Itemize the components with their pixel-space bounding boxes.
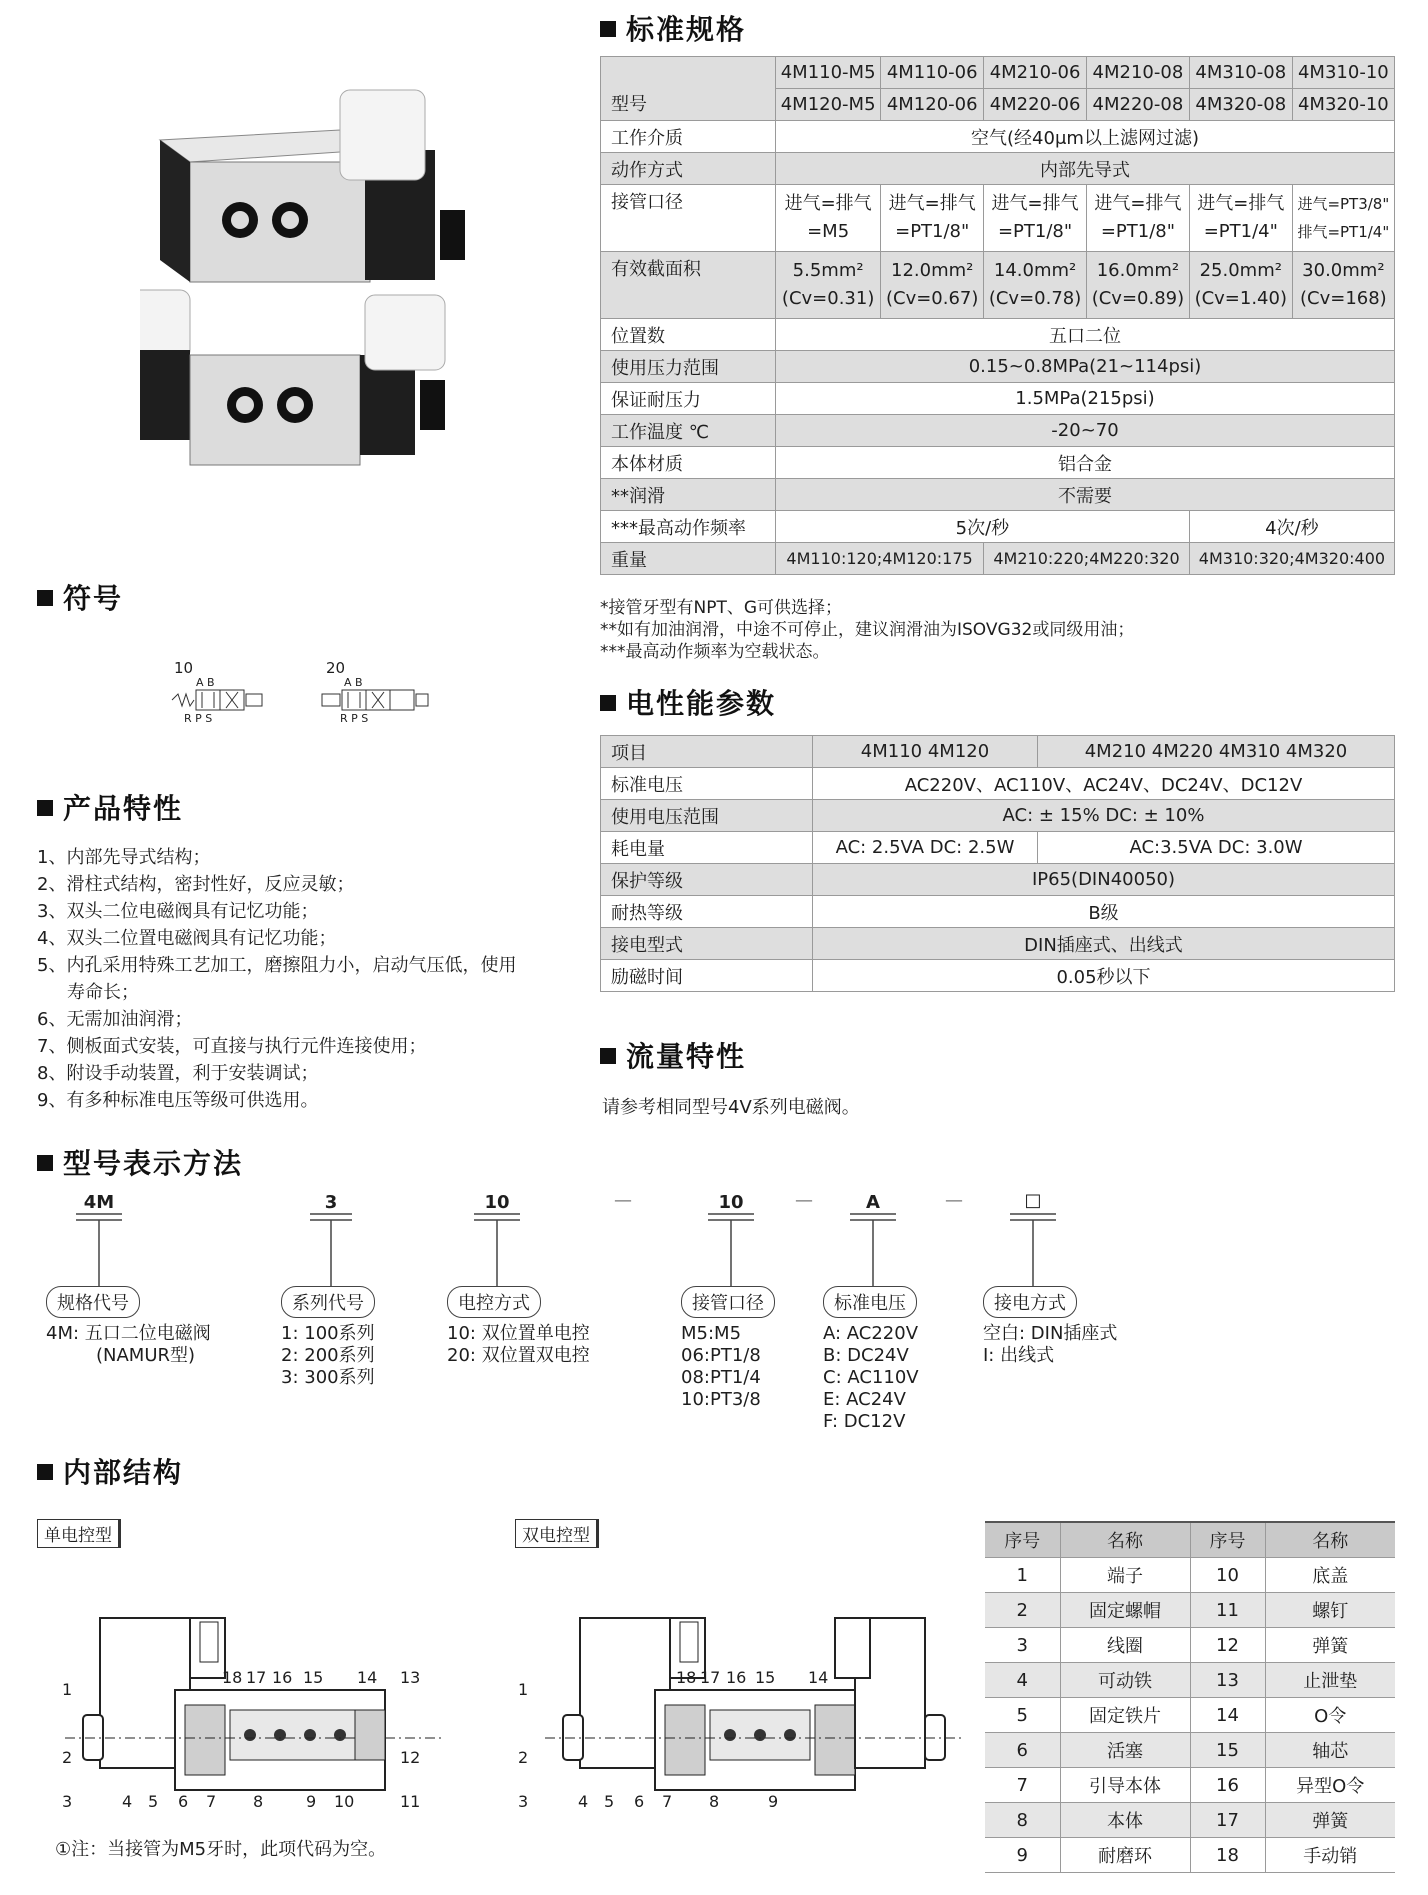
spec-value: 4次/秒 <box>1189 511 1394 543</box>
spec-label: 重量 <box>601 543 776 575</box>
parts-cell: 18 <box>1190 1838 1265 1873</box>
spec-notes: *接管牙型有NPT、G可供选择； **如有加油润滑，中途不可停止，建议润滑油为ISOVG32或同级用油； ***最高动作频率为空载状态。 <box>600 598 1135 662</box>
elec-header: 4M210 4M220 4M310 4M320 <box>1038 736 1395 768</box>
parts-cell: 10 <box>1190 1558 1265 1593</box>
callout-number: 4 <box>122 1792 133 1811</box>
port-cell: 进气=PT3/8" 排气=PT1/4" <box>1292 185 1394 252</box>
symbol-10-label: 10 <box>174 659 194 677</box>
spec-label: 保证耐压力 <box>601 383 776 415</box>
parts-cell: 固定铁片 <box>1060 1698 1190 1733</box>
callout-number: 8 <box>709 1792 720 1811</box>
electric-title: 电性能参数 <box>600 682 776 722</box>
spec-value: 5次/秒 <box>776 511 1190 543</box>
code-desc: 1: 100系列 2: 200系列 3: 300系列 <box>281 1323 375 1388</box>
callout-number: 15 <box>303 1668 324 1687</box>
parts-cell: 5 <box>985 1698 1060 1733</box>
parts-table <box>985 1521 1395 1873</box>
elec-value: AC220V、AC110V、AC24V、DC24V、DC12V <box>813 768 1395 800</box>
callout-number: 11 <box>400 1792 421 1811</box>
port-cell: 进气=排气 =PT1/4" <box>1189 185 1292 252</box>
spec-label: **润滑 <box>601 479 776 511</box>
callout-number: 16 <box>726 1668 747 1687</box>
feature-item: 4、双头二位置电磁阀具有记忆功能； <box>37 928 337 949</box>
code-dash: — <box>945 1190 963 1211</box>
code-label-pill: 接电方式 <box>983 1286 1077 1318</box>
model-cell: 4M210-08 <box>1087 57 1190 89</box>
feature-item: 7、侧板面式安装，可直接与执行元件连接使用； <box>37 1036 427 1057</box>
port-cell: 进气=排气 =PT1/8" <box>881 185 984 252</box>
feature-item: 1、内部先导式结构； <box>37 847 211 868</box>
spec-value: 五口二位 <box>776 319 1395 351</box>
parts-cell: 12 <box>1190 1628 1265 1663</box>
callout-number: 16 <box>272 1668 293 1687</box>
callout-number: 2 <box>518 1748 529 1767</box>
parts-cell: 15 <box>1190 1733 1265 1768</box>
callout-number: 14 <box>357 1668 378 1687</box>
code-label-pill: 系列代号 <box>281 1286 375 1318</box>
spec-table <box>600 56 1395 575</box>
parts-cell: 8 <box>985 1803 1060 1838</box>
parts-header: 序号 <box>985 1522 1060 1558</box>
model-label: 型号 <box>601 57 776 121</box>
callout-number: 13 <box>400 1668 421 1687</box>
callout-number: 2 <box>62 1748 73 1767</box>
spec-value: 0.15~0.8MPa(21~114psi) <box>776 351 1395 383</box>
symbol-double-ports-bottom: R P S <box>340 712 369 725</box>
feature-item: 8、附设手动装置，利于安装调试； <box>37 1063 319 1084</box>
spec-value: 内部先导式 <box>776 153 1395 185</box>
flow-text: 请参考相同型号4V系列电磁阀。 <box>602 1097 860 1118</box>
model-cell: 4M120-06 <box>881 89 984 121</box>
code-desc: 空白: DIN插座式 I: 出线式 <box>983 1323 1118 1366</box>
spec-value: 不需要 <box>776 479 1395 511</box>
port-cell: 进气=排气 =PT1/8" <box>1087 185 1190 252</box>
parts-cell: 手动销 <box>1265 1838 1395 1873</box>
callout-number: 7 <box>662 1792 673 1811</box>
callout-number: 1 <box>62 1680 73 1699</box>
area-cell: 5.5mm² (Cv=0.31) <box>776 252 881 319</box>
parts-cell: 7 <box>985 1768 1060 1803</box>
model-cell: 4M320-08 <box>1189 89 1292 121</box>
symbol-single-ports-top: A B <box>196 676 215 689</box>
parts-cell: 13 <box>1190 1663 1265 1698</box>
elec-value: AC:3.5VA DC: 3.0W <box>1038 832 1395 864</box>
elec-label: 项目 <box>601 736 813 768</box>
callout-number: 9 <box>306 1792 317 1811</box>
code-label-pill: 规格代号 <box>46 1286 140 1318</box>
parts-cell: 11 <box>1190 1593 1265 1628</box>
double-type-label: 双电控型 <box>515 1519 599 1548</box>
elec-label: 励磁时间 <box>601 960 813 992</box>
single-type-label: 单电控型 <box>37 1519 121 1548</box>
flow-title: 流量特性 <box>600 1035 746 1075</box>
code-desc: 4M: 五口二位电磁阀 (NAMUR型) <box>46 1323 211 1366</box>
parts-cell: 本体 <box>1060 1803 1190 1838</box>
double-structure-drawing <box>535 1610 975 1810</box>
parts-cell: 弹簧 <box>1265 1628 1395 1663</box>
symbol-single-ports-bottom: R P S <box>184 712 213 725</box>
parts-cell: 轴芯 <box>1265 1733 1395 1768</box>
spec-value: 4M310:320;4M320:400 <box>1189 543 1394 575</box>
callout-number: 10 <box>334 1792 355 1811</box>
spec-value: 铝合金 <box>776 447 1395 479</box>
parts-cell: 固定螺帽 <box>1060 1593 1190 1628</box>
area-cell: 12.0mm² (Cv=0.67) <box>881 252 984 319</box>
elec-label: 耐热等级 <box>601 896 813 928</box>
parts-cell: 1 <box>985 1558 1060 1593</box>
parts-cell: 底盖 <box>1265 1558 1395 1593</box>
callout-number: 18 <box>222 1668 243 1687</box>
elec-header: 4M110 4M120 <box>813 736 1038 768</box>
code-label-pill: 电控方式 <box>447 1286 541 1318</box>
parts-cell: 6 <box>985 1733 1060 1768</box>
single-solenoid-valve-photo <box>160 90 465 282</box>
elec-label: 耗电量 <box>601 832 813 864</box>
callout-number: 8 <box>253 1792 264 1811</box>
electric-table <box>600 735 1395 992</box>
feature-item: 3、双头二位电磁阀具有记忆功能； <box>37 901 319 922</box>
callout-number: 9 <box>768 1792 779 1811</box>
code-segment: 3 <box>324 1192 338 1213</box>
parts-cell: 端子 <box>1060 1558 1190 1593</box>
parts-cell: 线圈 <box>1060 1628 1190 1663</box>
symbol-double-ports-top: A B <box>344 676 363 689</box>
elec-label: 标准电压 <box>601 768 813 800</box>
callout-number: 17 <box>246 1668 267 1687</box>
callout-number: 18 <box>676 1668 697 1687</box>
model-cell: 4M120-M5 <box>776 89 881 121</box>
model-cell: 4M310-08 <box>1189 57 1292 89</box>
model-cell: 4M220-06 <box>984 89 1087 121</box>
spec-label: 有效截面积 <box>601 252 776 319</box>
elec-label: 保护等级 <box>601 864 813 896</box>
spec-title: 标准规格 <box>600 8 746 48</box>
model-cell: 4M220-08 <box>1087 89 1190 121</box>
callout-number: 3 <box>518 1792 529 1811</box>
elec-value: B级 <box>813 896 1395 928</box>
spec-label: 本体材质 <box>601 447 776 479</box>
callout-number: 4 <box>578 1792 589 1811</box>
features-list <box>37 844 516 1114</box>
internal-title: 内部结构 <box>37 1451 183 1491</box>
code-segment: □ <box>1024 1190 1042 1211</box>
spec-value: 1.5MPa(215psi) <box>776 383 1395 415</box>
parts-cell: O令 <box>1265 1698 1395 1733</box>
elec-value: 0.05秒以下 <box>813 960 1395 992</box>
callout-number: 5 <box>604 1792 615 1811</box>
parts-cell: 17 <box>1190 1803 1265 1838</box>
callout-number: 15 <box>755 1668 776 1687</box>
callout-number: 7 <box>206 1792 217 1811</box>
elec-label: 接电型式 <box>601 928 813 960</box>
spec-value: -20~70 <box>776 415 1395 447</box>
area-cell: 25.0mm² (Cv=1.40) <box>1189 252 1292 319</box>
parts-cell: 可动铁 <box>1060 1663 1190 1698</box>
feature-item: 6、无需加油润滑； <box>37 1009 193 1030</box>
spec-value: 4M110:120;4M120:175 <box>776 543 984 575</box>
code-label-pill: 标准电压 <box>823 1286 917 1318</box>
symbol-20-label: 20 <box>326 659 346 677</box>
area-cell: 30.0mm² (Cv=168) <box>1292 252 1394 319</box>
callout-number: 14 <box>808 1668 829 1687</box>
code-desc: 10: 双位置单电控 20: 双位置双电控 <box>447 1323 590 1366</box>
symbol-double-icon <box>320 676 430 726</box>
spec-label: 工作介质 <box>601 121 776 153</box>
model-cell: 4M320-10 <box>1292 89 1394 121</box>
parts-cell: 引导本体 <box>1060 1768 1190 1803</box>
elec-label: 使用电压范围 <box>601 800 813 832</box>
spec-value: 空气(经40μm以上滤网过滤) <box>776 121 1395 153</box>
parts-cell: 异型O令 <box>1265 1768 1395 1803</box>
model-cell: 4M210-06 <box>984 57 1087 89</box>
parts-header: 名称 <box>1265 1522 1395 1558</box>
feature-item: 5、内孔采用特殊工艺加工，磨擦阻力小，启动气压低，使用 <box>37 955 517 976</box>
model-title: 型号表示方法 <box>37 1142 243 1182</box>
callout-number: 17 <box>700 1668 721 1687</box>
port-cell: 进气=排气 =M5 <box>776 185 881 252</box>
model-cell: 4M110-M5 <box>776 57 881 89</box>
features-title: 产品特性 <box>37 787 183 827</box>
callout-number: 6 <box>178 1792 189 1811</box>
callout-number: 1 <box>518 1680 529 1699</box>
spec-label: ***最高动作频率 <box>601 511 776 543</box>
elec-value: IP65(DIN40050) <box>813 864 1395 896</box>
single-structure-drawing <box>55 1610 455 1810</box>
callout-number: 3 <box>62 1792 73 1811</box>
parts-header: 序号 <box>1190 1522 1265 1558</box>
product-photos <box>140 70 500 470</box>
model-code-lines <box>0 1190 1100 1310</box>
code-segment: 4M <box>83 1192 115 1213</box>
elec-value: DIN插座式、出线式 <box>813 928 1395 960</box>
parts-cell: 螺钉 <box>1265 1593 1395 1628</box>
parts-cell: 9 <box>985 1838 1060 1873</box>
feature-item: 9、有多种标准电压等级可供选用。 <box>37 1090 319 1111</box>
parts-cell: 14 <box>1190 1698 1265 1733</box>
callout-number: 6 <box>634 1792 645 1811</box>
callout-number: 5 <box>148 1792 159 1811</box>
spec-label: 动作方式 <box>601 153 776 185</box>
parts-cell: 止泄垫 <box>1265 1663 1395 1698</box>
parts-cell: 4 <box>985 1663 1060 1698</box>
feature-item: 寿命长； <box>67 982 139 1003</box>
code-label-pill: 接管口径 <box>681 1286 775 1318</box>
code-segment: A <box>866 1192 880 1213</box>
code-segment: 10 <box>718 1192 744 1213</box>
spec-label: 工作温度 ℃ <box>601 415 776 447</box>
parts-cell: 3 <box>985 1628 1060 1663</box>
symbol-title: 符号 <box>37 577 123 617</box>
spec-value: 4M210:220;4M220:320 <box>984 543 1190 575</box>
parts-cell: 活塞 <box>1060 1733 1190 1768</box>
internal-note: ①注：当接管为M5牙时，此项代码为空。 <box>55 1839 387 1860</box>
double-solenoid-valve-photo <box>140 290 445 465</box>
spec-label: 接管口径 <box>601 185 776 252</box>
code-desc: M5:M5 06:PT1/8 08:PT1/4 10:PT3/8 <box>681 1323 761 1410</box>
elec-value: AC: 2.5VA DC: 2.5W <box>813 832 1038 864</box>
code-desc: A: AC220V B: DC24V C: AC110V E: AC24V F: DC12V <box>823 1323 919 1432</box>
parts-cell: 弹簧 <box>1265 1803 1395 1838</box>
code-segment: 10 <box>484 1192 510 1213</box>
elec-value: AC: ± 15% DC: ± 10% <box>813 800 1395 832</box>
callout-number: 12 <box>400 1748 421 1767</box>
code-dash: — <box>614 1190 632 1211</box>
model-cell: 4M110-06 <box>881 57 984 89</box>
parts-cell: 耐磨环 <box>1060 1838 1190 1873</box>
parts-cell: 16 <box>1190 1768 1265 1803</box>
area-cell: 14.0mm² (Cv=0.78) <box>984 252 1087 319</box>
spec-label: 使用压力范围 <box>601 351 776 383</box>
model-cell: 4M310-10 <box>1292 57 1394 89</box>
code-dash: — <box>795 1190 813 1211</box>
spec-label: 位置数 <box>601 319 776 351</box>
parts-header: 名称 <box>1060 1522 1190 1558</box>
feature-item: 2、滑柱式结构，密封性好，反应灵敏； <box>37 874 355 895</box>
parts-cell: 2 <box>985 1593 1060 1628</box>
area-cell: 16.0mm² (Cv=0.89) <box>1087 252 1190 319</box>
port-cell: 进气=排气 =PT1/8" <box>984 185 1087 252</box>
